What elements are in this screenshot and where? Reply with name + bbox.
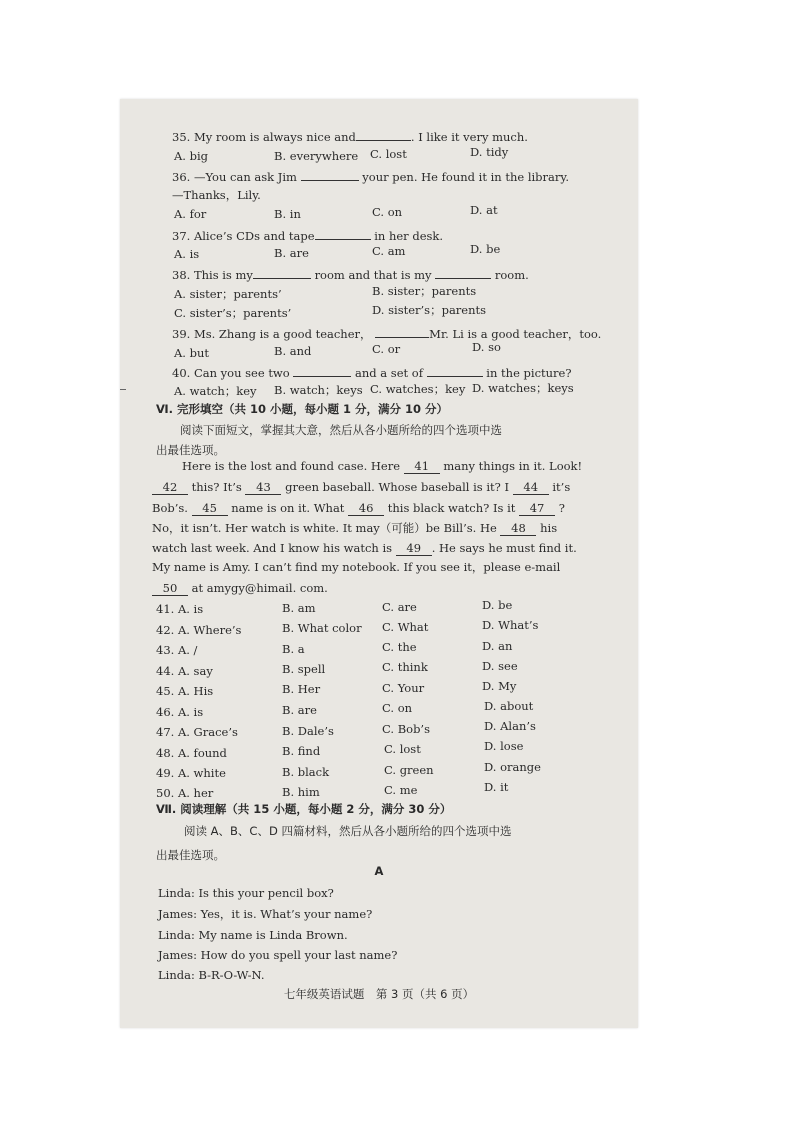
option: A. big [174,149,209,163]
option: C. green [384,763,434,777]
passage-line-3: Bob’s. 45 name is on it. What 46 this black watch? Is it 47 ? [152,501,565,515]
option: C. on [372,205,403,219]
option: D. an [482,639,513,653]
blank-42: 42 [152,480,188,495]
passage-line-4: No，it isn’t. Her watch is white. It may（可能）be Bill’s. He 48 his [152,521,558,535]
option: B. sister；parents [372,284,477,298]
blank-48: 48 [500,521,536,536]
answer-blank [435,266,491,279]
option: D. see [482,659,518,673]
option: D. My [482,679,517,693]
dialogue-line: Linda: B-R-O-W-N. [158,968,265,982]
option: 47. A. Grace’s [156,725,238,739]
section-6-instruction-cont: 出最佳选项。 [156,443,225,457]
option: B. am [282,601,316,615]
option: 41. A. is [156,602,204,616]
option: C. sister’s；parents’ [174,306,292,320]
option: 42. A. Where’s [156,623,242,637]
option: C. the [382,640,417,654]
option: D. about [484,699,534,713]
question-39: 39. Ms. Zhang is a good teacher， Mr. Li is a good teacher，too. [172,327,602,341]
option: C. are [382,600,417,614]
option: C. am [372,244,406,258]
option: B. Dale’s [282,724,334,738]
option: D. lose [484,739,524,753]
option: D. tidy [470,145,509,159]
option: A. for [174,207,207,221]
question-38: 38. This is my room and that is my room. [172,268,529,282]
option: B. find [282,744,321,758]
option: B. a [282,642,305,656]
dialogue-line: Linda: Is this your pencil box? [158,886,334,900]
question-35: 35. My room is always nice and . I like it very much. [172,130,528,144]
passage-line-7: 50 at amygy@himail. com. [152,581,328,596]
reading-part-label: A [374,864,384,878]
blank-49: 49 [396,541,432,556]
answer-blank [375,325,429,338]
dialogue-line: Linda: My name is Linda Brown. [158,928,348,942]
option: D. be [482,598,513,612]
option: D. watches；keys [472,381,574,395]
option: 49. A. white [156,766,226,780]
answer-blank [301,168,359,181]
answer-blank [293,364,351,377]
option: B. spell [282,662,326,676]
passage-line-6: My name is Amy. I can’t find my notebook. If you see it，please e-mail [152,560,561,574]
blank-43: 43 [245,480,281,495]
passage-line-2: 42 this? It’s 43 green baseball. Whose baseball is it? I 44 it’s [152,480,570,495]
section-6-title: Ⅵ. 完形填空（共 10 小题，每小题 1 分，满分 10 分） [156,402,449,416]
option: D. sister’s；parents [372,303,487,317]
answer-blank [427,364,483,377]
option: D. so [472,340,501,354]
option: 44. A. say [156,664,213,678]
option: 50. A. her [156,786,214,800]
question-40: 40. Can you see two and a set of in the picture? [172,366,572,380]
option: A. watch；key [174,384,257,398]
blank-45: 45 [192,501,228,516]
section-6-instruction: 阅读下面短文，掌握其大意，然后从各小题所给的四个选项中选 [180,423,502,437]
question-36-reply: —Thanks，Lily. [172,188,261,202]
option: 43. A. / [156,643,198,657]
section-7-title: Ⅶ. 阅读理解（共 15 小题，每小题 2 分，满分 30 分） [156,802,452,816]
option: C. lost [370,147,407,161]
option: A. sister；parents’ [174,287,282,301]
option: B. everywhere [274,149,359,163]
answer-blank [253,266,311,279]
option: B. Her [282,682,321,696]
option: B. and [274,344,312,358]
option: 46. A. is [156,705,204,719]
option: C. What [382,620,429,634]
option: B. are [282,703,317,717]
blank-41: 41 [404,459,440,474]
dialogue-line: James: How do you spell your last name? [158,948,398,962]
option: C. or [372,342,401,356]
option: C. watches；key [370,382,466,396]
option: D. it [484,780,509,794]
answer-blank [315,227,371,240]
option: 48. A. found [156,746,227,760]
blank-50: 50 [152,581,188,596]
option: C. me [384,783,418,797]
blank-46: 46 [348,501,384,516]
answer-blank [356,128,411,141]
passage-line-5: watch last week. And I know his watch is 49 . He says he must find it. [152,541,577,555]
question-36: 36. —You can ask Jim your pen. He found it in the library. [172,170,570,184]
page-footer: 七年级英语试题 第 3 页（共 6 页） [283,987,475,1001]
option: C. think [382,660,428,674]
option: C. Bob’s [382,722,430,736]
option: C. on [382,701,413,715]
option: B. What color [282,621,362,635]
option: D. orange [484,760,541,774]
margin-mark [120,389,126,390]
section-7-instruction: 阅读 A、B、C、D 四篇材料，然后从各小题所给的四个选项中选 [184,824,512,838]
question-37: 37. Alice’s CDs and tape in her desk. [172,229,444,243]
option: B. watch；keys [274,383,363,397]
option: B. black [282,765,330,779]
dialogue-line: James: Yes，it is. What’s your name? [158,907,373,921]
option: D. at [470,203,498,217]
option: A. is [174,247,200,261]
option: B. are [274,246,309,260]
exam-page [120,99,638,1028]
option: A. but [174,346,210,360]
option: C. lost [384,742,421,756]
option: D. be [470,242,501,256]
option: 45. A. His [156,684,214,698]
passage-line-1: Here is the lost and found case. Here 41 many things in it. Look! [182,459,583,473]
option: B. in [274,207,301,221]
option: C. Your [382,681,425,695]
option: D. Alan’s [484,719,536,733]
option: B. him [282,785,320,799]
blank-44: 44 [513,480,549,495]
section-7-instruction-cont: 出最佳选项。 [156,848,225,862]
option: D. What’s [482,618,539,632]
blank-47: 47 [519,501,555,516]
